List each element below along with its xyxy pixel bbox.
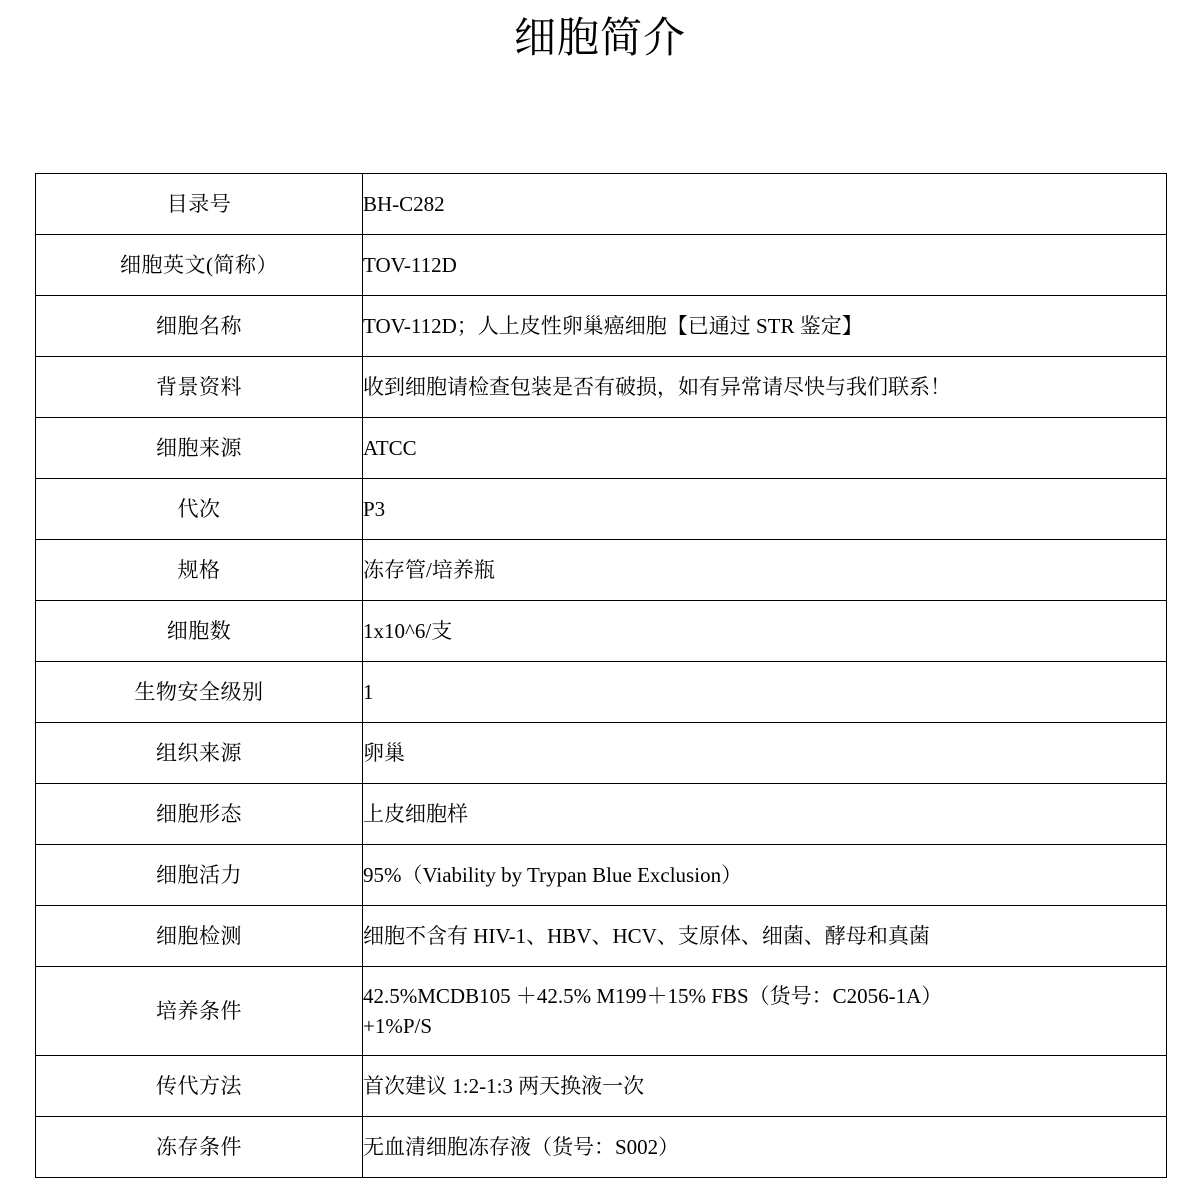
row-value-cell-testing: 细胞不含有 HIV-1、HBV、HCV、支原体、细菌、酵母和真菌	[363, 906, 1167, 967]
table-row	[36, 1056, 1167, 1117]
row-label-culture-conditions: 培养条件	[36, 967, 363, 1056]
row-label-catalog-number: 目录号	[36, 174, 363, 235]
row-value-passage-number: P3	[363, 479, 1167, 540]
table-row	[36, 723, 1167, 784]
row-value-cell-morphology: 上皮细胞样	[363, 784, 1167, 845]
row-value-cell-source: ATCC	[363, 418, 1167, 479]
row-value-background-info: 收到细胞请检查包装是否有破损，如有异常请尽快与我们联系！	[363, 357, 1167, 418]
row-value-culture-conditions	[363, 967, 1167, 1056]
row-label-background-info: 背景资料	[36, 357, 363, 418]
table-row	[36, 906, 1167, 967]
cell-spec-table	[35, 173, 1167, 1178]
row-label-cell-english-name: 细胞英文(简称）	[36, 235, 363, 296]
table-row	[36, 601, 1167, 662]
row-value-cell-count: 1x10^6/支	[363, 601, 1167, 662]
row-value-biosafety-level: 1	[363, 662, 1167, 723]
row-value-cell-viability: 95%（Viability by Trypan Blue Exclusion）	[363, 845, 1167, 906]
row-value-tissue-source: 卵巢	[363, 723, 1167, 784]
row-value-subculture-method: 首次建议 1:2-1:3 两天换液一次	[363, 1056, 1167, 1117]
row-label-subculture-method: 传代方法	[36, 1056, 363, 1117]
row-value-cell-name: TOV-112D；人上皮性卵巢癌细胞【已通过 STR 鉴定】	[363, 296, 1167, 357]
row-value-cryopreservation-conditions: 无血清细胞冻存液（货号：S002）	[363, 1117, 1167, 1178]
culture-conditions-line-1: 42.5%MCDB105 ＋42.5% M199＋15% FBS（货号：C2056-1A）	[363, 983, 943, 1008]
page-title: 细胞简介	[513, 16, 686, 62]
row-label-cell-count: 细胞数	[36, 601, 363, 662]
table-row	[36, 479, 1167, 540]
spec-table-container	[35, 173, 1166, 1178]
row-label-biosafety-level: 生物安全级别	[36, 662, 363, 723]
table-row	[36, 1117, 1167, 1178]
table-row	[36, 540, 1167, 601]
row-label-cell-source: 细胞来源	[36, 418, 363, 479]
row-value-specification: 冻存管/培养瓶	[363, 540, 1167, 601]
row-value-catalog-number: BH-C282	[363, 174, 1167, 235]
row-label-cell-morphology: 细胞形态	[36, 784, 363, 845]
row-label-cell-name: 细胞名称	[36, 296, 363, 357]
row-label-tissue-source: 组织来源	[36, 723, 363, 784]
row-label-specification: 规格	[36, 540, 363, 601]
row-label-passage-number: 代次	[36, 479, 363, 540]
table-row	[36, 662, 1167, 723]
row-label-cryopreservation-conditions: 冻存条件	[36, 1117, 363, 1178]
spec-table-body	[36, 174, 1167, 1178]
table-row	[36, 845, 1167, 906]
row-value-cell-english-name: TOV-112D	[363, 235, 1167, 296]
table-row	[36, 357, 1167, 418]
row-label-cell-viability: 细胞活力	[36, 845, 363, 906]
table-row	[36, 235, 1167, 296]
row-label-cell-testing: 细胞检测	[36, 906, 363, 967]
table-row	[36, 296, 1167, 357]
table-row	[36, 784, 1167, 845]
table-row	[36, 967, 1167, 1056]
table-row	[36, 418, 1167, 479]
table-row	[36, 174, 1167, 235]
culture-conditions-line-2: +1%P/S	[363, 1014, 433, 1038]
